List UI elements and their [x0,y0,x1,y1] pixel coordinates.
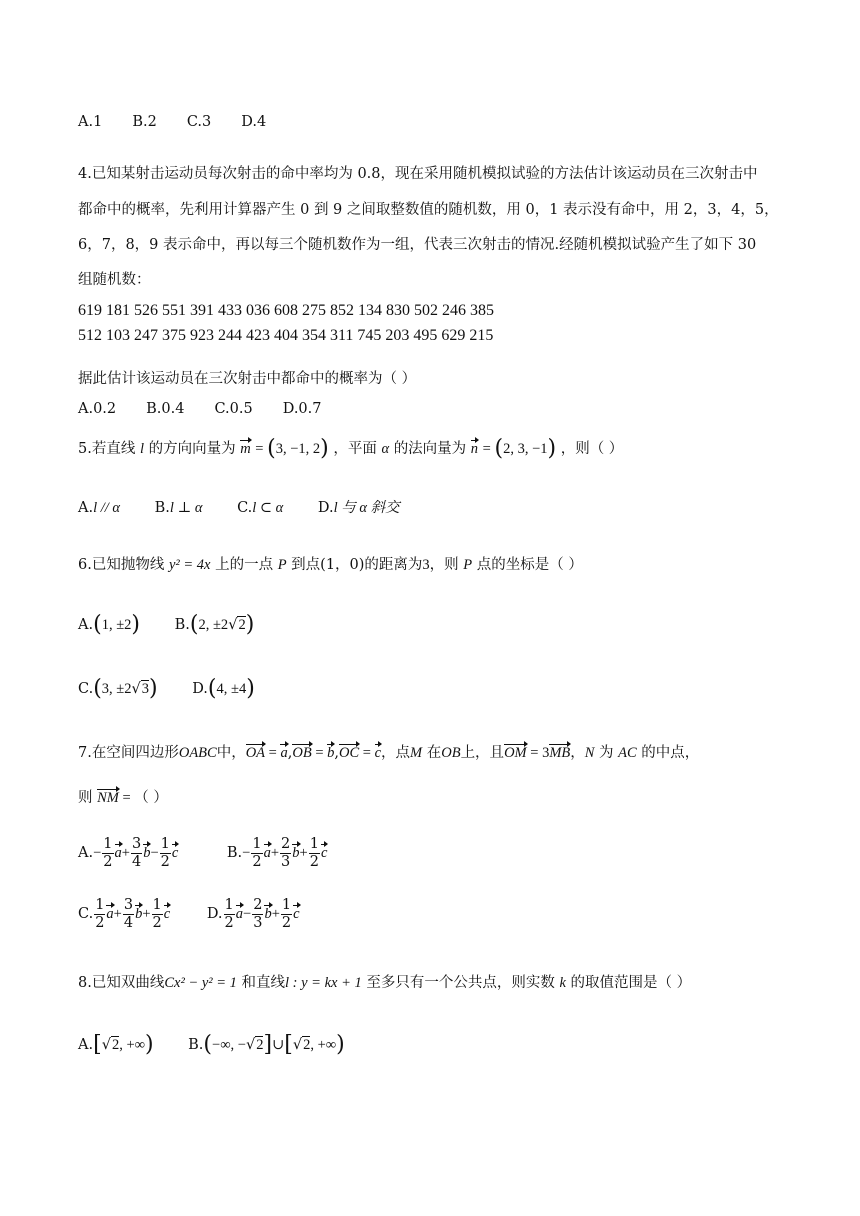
q8-prefix: 8.已知双曲线 [78,975,165,991]
q4-text-line2: 都命中的概率，先利用计算器产生 0 到 9 之间取整数值的随机数，用 0，1 表示没有命中，用 2，3，4，5， [78,202,779,218]
q7-vec-ob: OB [292,745,312,761]
q8-option-b: B.(−∞, −√2]∪[√2, +∞) [188,1032,345,1057]
q7-coef: 3 [542,745,550,761]
q6-equation: y² = 4x [168,557,211,573]
q5-line-var: l [139,441,144,457]
q4-text-line1: 4.已知某射击运动员每次射击的命中率均为 0.8，现在采用随机模拟试验的方法估计该运动员在三次射击中 [78,166,758,182]
q4-text-line4: 组随机数： [78,272,151,288]
q8-options-ab [78,1034,375,1056]
q7-vec-mb: MB [549,745,571,761]
q7-mid4: 上，且 [460,745,505,761]
q4-random-numbers-row2: 512 103 247 375 923 244 423 404 354 311 745 203 495 629 215 [78,327,494,344]
q6-mid1: 上的一点 [215,557,274,573]
q3-option-b: B.2 [132,114,157,130]
q7-vec-a: a [280,745,288,761]
q4-options [78,401,352,417]
q6-option-b: B.(2, ±2√2) [174,612,255,637]
q7-point-m: M [410,745,423,761]
q5-option-a: A.l // α [78,500,121,516]
q5-n-vector: n [470,441,479,457]
q7-option-d: D. $\frac{1}{2}$ a− $\frac{2}{3}$ b+ $\frac{1}{2}$ c [206,897,300,931]
q6-options-cd [78,678,285,700]
q7-option-a: A.− $\frac{1}{2}$ a+ $\frac{3}{4}$ b− $\frac{1}{2}$ c [78,836,179,870]
q7-option-c: C. $\frac{1}{2}$ a+ $\frac{3}{4}$ b+ $\frac{1}{2}$ c [78,897,171,931]
q3-option-a: A.1 [78,114,103,130]
q5-option-d: D.l 与 α 斜交 [317,500,400,516]
q5-stem: 5.若直线 l 的方向向量为 m = (3, −1, 2) ，平面 α 的法向量为 n = (2, 3, −1) ，则（ ） [78,436,624,461]
q6-option-d: D.(4, ±4) [192,676,255,701]
q7-options-ab [78,836,357,870]
q3-option-d: D.4 [241,114,267,130]
q6-mid3: ，则 [429,557,459,573]
q5-option-b: B.l ⊥ α [154,500,203,516]
q8-hyperbola-eq: x² − y² = 1 [174,975,237,991]
q6-prefix: 6.已知抛物线 [78,557,165,573]
q7-vec-b: b [327,745,335,761]
q6-option-c: C.(3, ±2√3) [78,676,158,701]
q7-mid2: ，点 [381,745,411,761]
q6-suffix: 点的坐标是（ ） [476,557,583,573]
q8-suffix: 的取值范围是（ ） [570,975,692,991]
q8-mid1: 和直线 [241,975,286,991]
q7-options-cd [78,897,330,931]
q5-m-vector: m [240,441,251,457]
q5-prefix: 5.若直线 [78,441,136,457]
q4-option-c: C.0.5 [214,401,253,417]
q7-segment-ac: AC [618,745,637,761]
q8-stem [78,971,691,992]
q4-option-a: A.0.2 [78,401,117,417]
q5-n-value: 2, 3, −1 [503,441,548,457]
q8-option-a: A.[√2, +∞) [78,1032,154,1057]
q7-option-b: B.− $\frac{1}{2}$ a+ $\frac{2}{3}$ b+ $\frac{1}{2}$ c [226,836,328,870]
q8-mid2: 至多只有一个公共点，则实数 [366,975,555,991]
q5-mid1: 的方向向量为 [148,441,236,457]
q8-curve: C [164,975,175,991]
q7-vec-om: OM [504,745,527,761]
q3-option-c: C.3 [186,114,212,130]
q5-alpha: α [381,441,390,457]
q5-suffix: ，则（ ） [560,441,624,457]
q7-vec-oc: OC [338,745,360,761]
q6-distance: 3 [422,557,430,573]
q4-random-numbers-row1: 619 181 526 551 391 433 036 608 275 852 134 830 502 246 385 [78,302,494,319]
q7-line2-prefix: 则 [78,790,93,806]
q6-point-p2: P [463,557,473,573]
q5-m-value: 3, −1, 2 [275,441,321,457]
q5-mid3: 的法向量为 [393,441,467,457]
q6-stem [78,553,583,574]
q5-option-c: C.l ⊂ α [237,500,284,516]
q8-line-eq: l : y = kx + 1 [285,975,362,991]
q4-text-line3: 6，7，8，9 表示命中，再以每三个随机数作为一组，代表三次射击的情况.经随机模拟试验产生了如下 30 [78,237,757,253]
q7-quad: OABC [178,745,217,761]
q7-vec-nm: NM [97,790,119,806]
q5-options [78,496,430,517]
q4-option-d: D.0.7 [282,401,322,417]
q3-options [78,114,296,130]
q7-segment-ob: OB [441,745,461,761]
q7-stem-line2: 则 NM = （ ） [78,790,168,806]
q6-options-ab [78,614,284,636]
q6-option-a: A.(1, ±2) [78,612,140,637]
q7-mid5: 为 [599,745,614,761]
q5-mid2: ，平面 [333,441,377,457]
q6-point-p: P [277,557,287,573]
q7-mid6: 的中点， [641,745,700,761]
q7-mid1: 中， [216,745,246,761]
q7-mid3: 在 [426,745,442,761]
q4-question: 据此估计该运动员在三次射击中都命中的概率为（ ） [78,371,417,387]
q7-vec-oa: OA [245,745,266,761]
q8-k: k [559,975,566,991]
q6-mid2: 到点(1，0)的距离为 [291,557,423,573]
q7-point-n: N [584,745,595,761]
q4-option-b: B.0.4 [146,401,185,417]
q7-stem: 7.在空间四边形OABC中，OA = a,OB = b,OC = c，点M 在OB上，且OM = 3MB，N 为 AC 的中点， [78,745,700,761]
q7-prefix: 7.在空间四边形 [78,745,179,761]
q7-vec-c: c [374,745,382,761]
q7-line2-suffix: （ ） [134,790,168,806]
